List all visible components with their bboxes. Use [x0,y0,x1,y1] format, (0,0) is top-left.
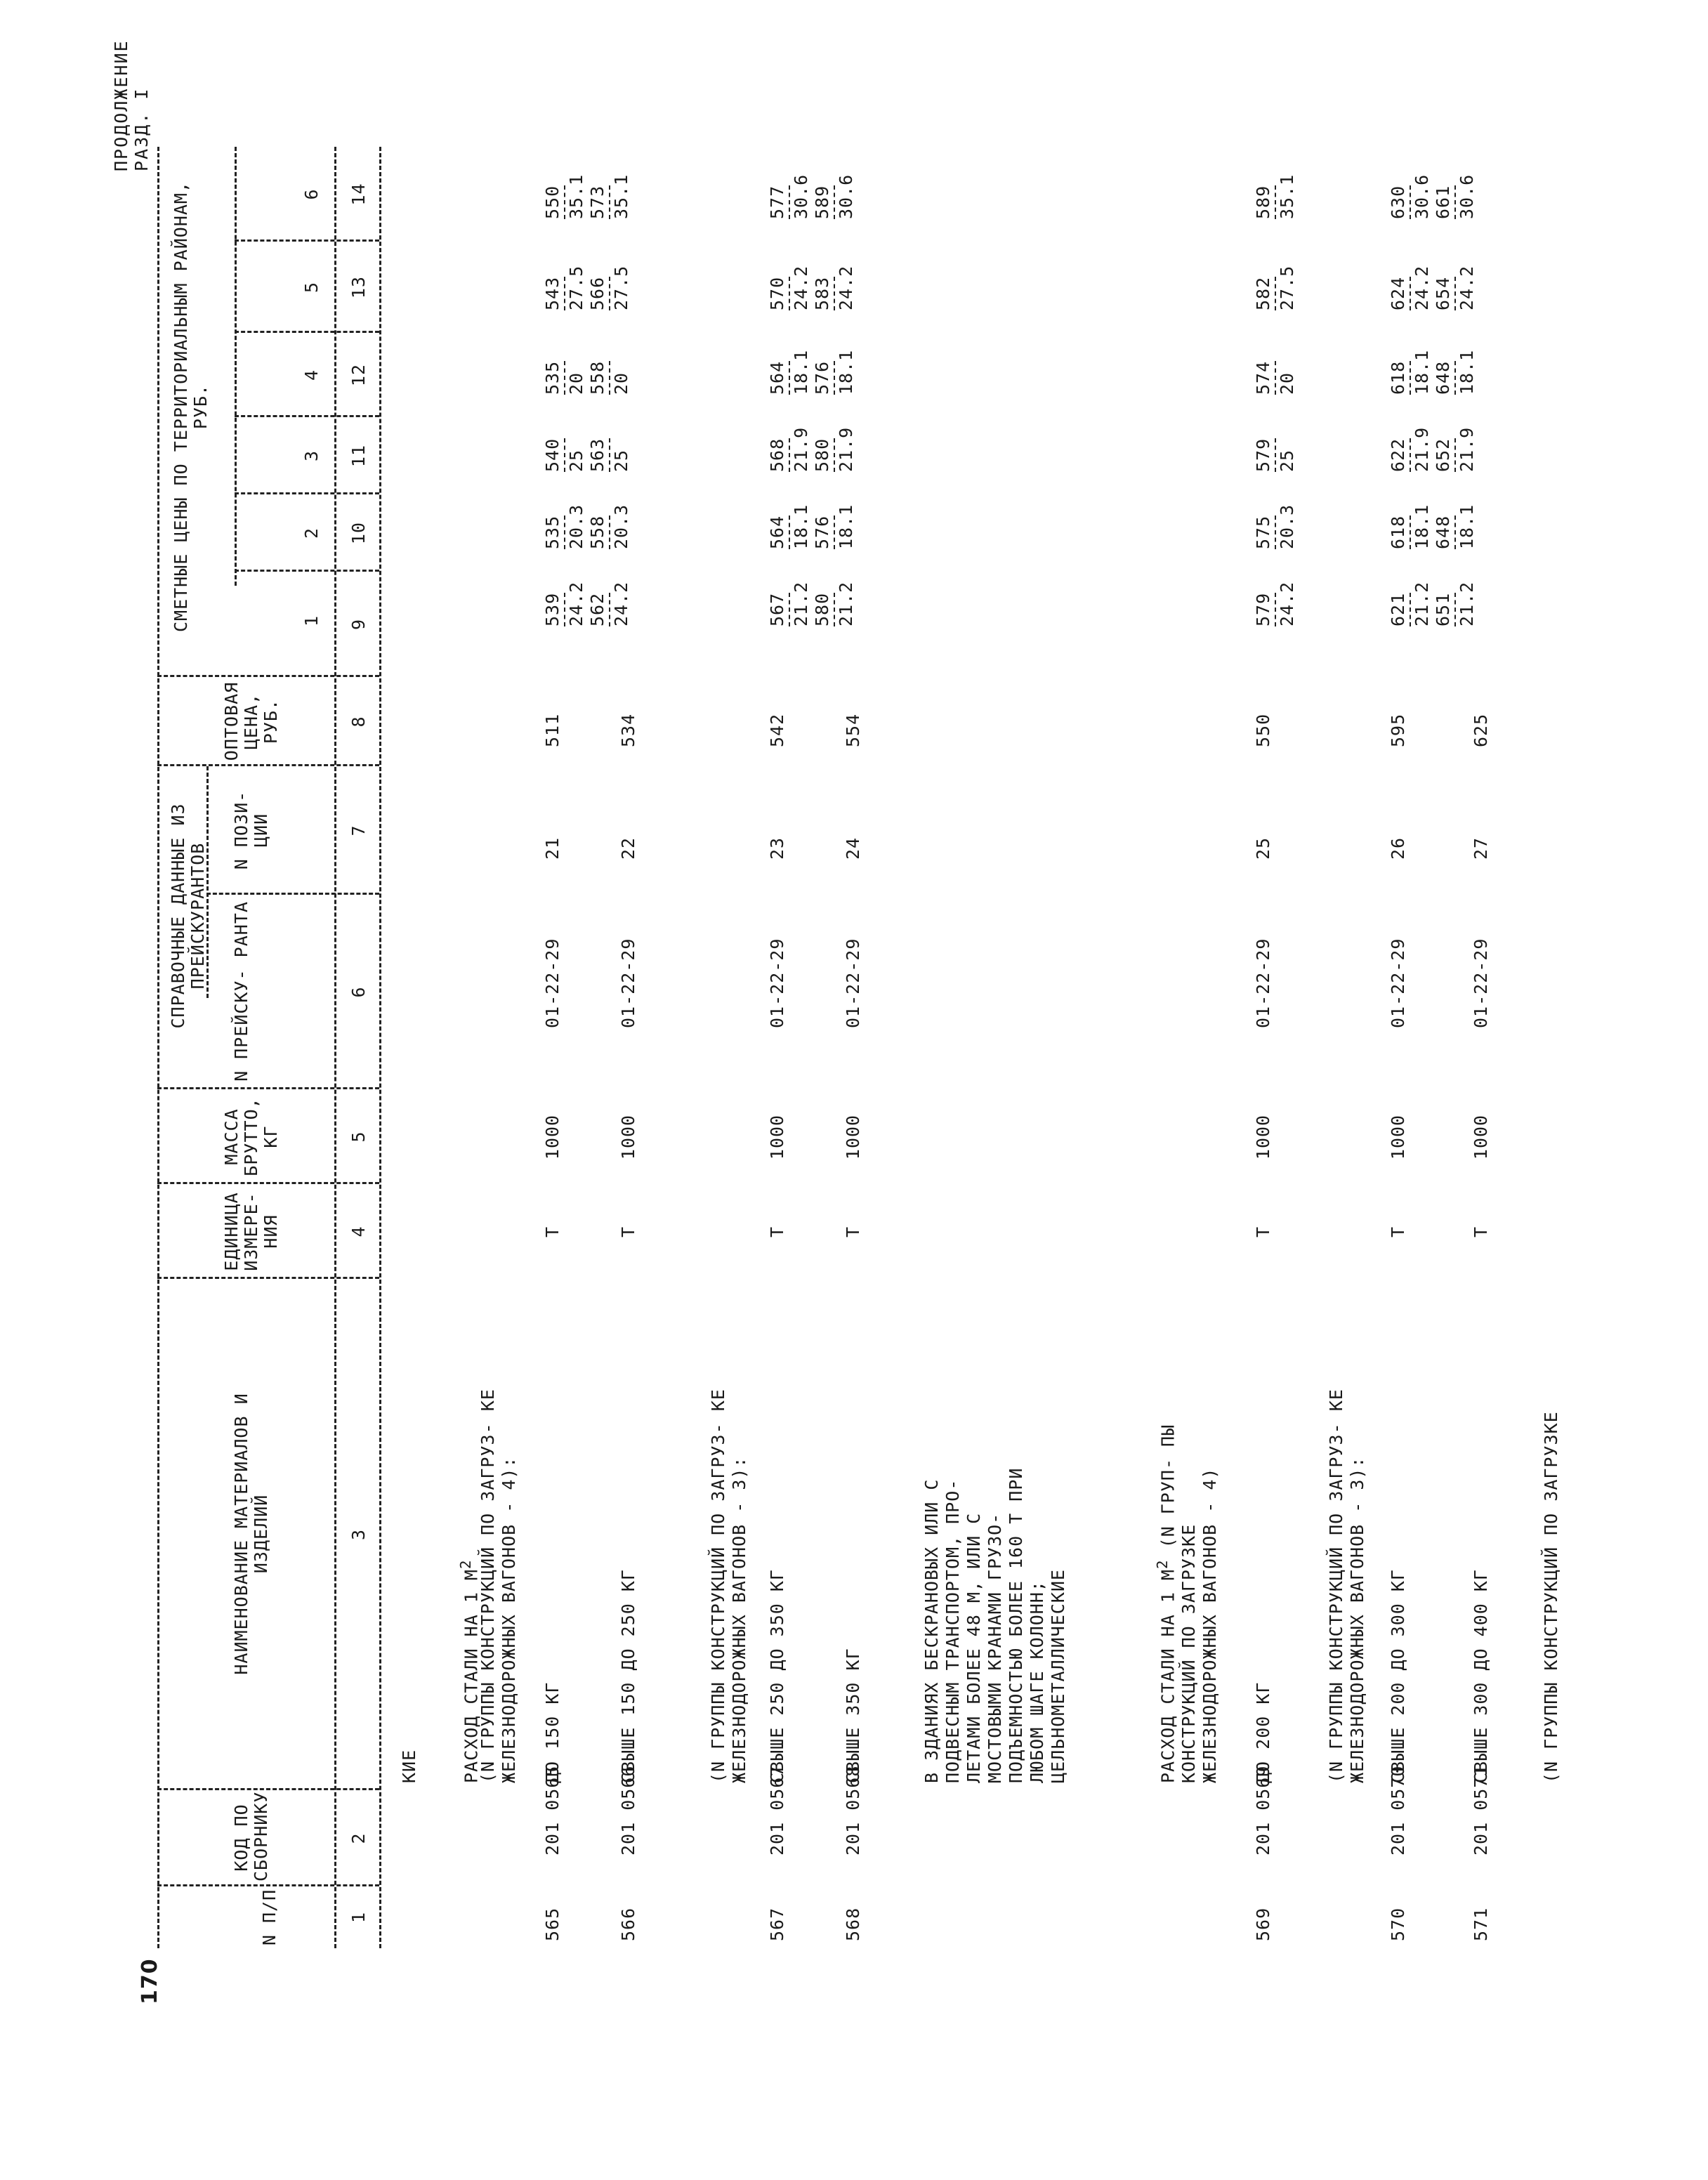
row-position: 24 [843,836,863,860]
row-mass: 1000 [1471,1114,1491,1160]
price-value: 661 [1433,185,1453,219]
price-value: 18.1 [1457,349,1477,395]
fraction-bar [609,361,610,395]
fraction-bar [564,185,565,219]
fraction-bar [789,277,790,310]
price-value: 21.2 [1412,581,1432,626]
price-value: 24.2 [566,581,586,626]
region-price-5 [1253,265,1298,310]
fraction-bar [1275,516,1276,549]
fraction-bar [564,516,565,549]
price-value: 18.1 [1412,349,1432,395]
price-value: 24.2 [836,265,856,310]
fraction-bar [1454,438,1456,472]
price-value: 24.2 [791,265,811,310]
price-value: 30.6 [836,173,856,219]
row-unit: Т [542,1226,563,1238]
continuation-title: ПРОДОЛЖЕНИЕ РАЗД. I [111,39,152,171]
price-value: 24.2 [1412,265,1432,310]
row-number: 569 [1253,1907,1273,1941]
header-kod: КОД ПО СБОРНИКУ [231,1791,271,1882]
row-pricelist: 01-22-29 [767,938,787,1028]
fraction-bar [1410,516,1411,549]
price-value: 558 [587,515,607,549]
row-code: 201 0570 [1388,1765,1408,1856]
price-value: 21.9 [836,426,856,472]
fraction-bar [1454,185,1456,219]
rashod-text: РАСХОД СТАЛИ НА 1 М [461,1569,482,1783]
price-value: 20 [566,372,586,395]
fraction-bar [834,593,835,626]
price-value: 583 [812,276,832,310]
price-value: 563 [587,438,607,472]
colnum-bottom-rule [379,147,381,1948]
fraction-bar [1410,277,1411,310]
section-note-group3-b: (N ГРУППЫ КОНСТРУКЦИЙ ПО ЗАГРУЗ- КЕ ЖЕЛЕЗНОДОРОЖНЫХ ВАГОНОВ - 3): [1326,1388,1367,1783]
fraction-bar [789,593,790,626]
column-number: 12 [348,363,369,387]
price-value: 21.2 [836,581,856,626]
price-value: 18.1 [791,349,811,395]
region-price-4 [1388,350,1478,395]
fraction-bar [834,277,835,310]
row-unit: Т [843,1226,863,1238]
price-value: 564 [767,360,787,395]
price-value: 21.2 [1457,581,1477,626]
header-regions-group: СМЕТНЫЕ ЦЕНЫ ПО ТЕРРИТОРИАЛЬНЫМ РАЙОНАМ, РУБ. [171,180,211,633]
price-value: 568 [767,438,787,472]
row-pricelist: 01-22-29 [843,938,863,1028]
row-unit: Т [1471,1226,1491,1238]
price-value: 564 [767,515,787,549]
row-wholesale: 550 [1253,713,1273,747]
price-value: 535 [542,360,563,395]
row-number: 565 [542,1907,563,1941]
row-code: 201 0571 [1471,1765,1491,1856]
row-position: 25 [1253,836,1273,860]
row-position: 23 [767,836,787,860]
superscript: 2 [457,1559,474,1570]
fraction-bar [1275,277,1276,310]
price-value: 25 [611,449,631,472]
price-value: 576 [812,360,832,395]
row-wholesale: 554 [843,713,863,747]
table-top-rule [157,147,159,1948]
price-value: 27.5 [566,265,586,310]
price-value: 582 [1253,276,1273,310]
row-name: СВЫШЕ 200 ДО 300 КГ [1388,1569,1408,1783]
price-value: 622 [1388,438,1408,472]
row-name: ДО 200 КГ [1253,1681,1273,1783]
fraction-bar [834,185,835,219]
row-wholesale: 542 [767,713,787,747]
price-value: 630 [1388,185,1408,219]
fraction-bar [609,277,610,310]
row-wholesale: 595 [1388,713,1408,747]
fraction-bar [1454,361,1456,395]
row-mass: 1000 [767,1114,787,1160]
header-ref-pos: N ПОЗИ- ЦИИ [231,790,271,870]
region-price-5 [542,265,632,310]
col-separator [157,1182,379,1184]
header-np: N П/П [259,1889,280,1946]
price-value: 543 [542,276,563,310]
row-mass: 1000 [542,1114,563,1160]
section-note-kie: КИЕ [399,1749,419,1783]
region-header: 3 [301,449,322,462]
row-code: 201 0568 [843,1765,863,1856]
fraction-bar [609,516,610,549]
price-value: 567 [767,592,787,626]
price-value: 18.1 [1412,504,1432,549]
fraction-bar [1410,361,1411,395]
fraction-bar [789,361,790,395]
region-price-1 [542,582,632,626]
region-price-3 [1253,438,1298,472]
rashod-text: РАСХОД СТАЛИ НА 1 М [1157,1569,1178,1783]
section-note-buildings: В ЗДАНИЯХ БЕСКРАНОВЫХ ИЛИ С ПОДВЕСНЫМ ТРАНСПОРТОМ, ПРО- ЛЕТАМИ БОЛЕЕ 48 М, ИЛИ С МОСТОВЫМИ КРАНАМИ ГРУЗО- ПОДЪЕМНОСТЬЮ БОЛЕЕ 160 Т ПРИ ЛЮБОМ ШАГЕ КОЛОНН; ЦЕЛЬНОМЕТАЛЛИЧЕСКИЕ [921,1467,1068,1783]
region-price-4 [767,350,857,395]
price-value: 20.3 [611,504,631,549]
price-value: 579 [1253,438,1273,472]
fraction-bar [609,438,610,472]
col-separator [157,675,379,677]
price-value: 580 [812,592,832,626]
region-price-2 [1253,504,1298,549]
region-price-5 [1388,265,1478,310]
row-name: СВЫШЕ 300 ДО 400 КГ [1471,1569,1491,1783]
price-value: 575 [1253,515,1273,549]
fraction-bar [1275,185,1276,219]
fraction-bar [609,593,610,626]
row-wholesale: 625 [1471,713,1491,747]
fraction-bar [1410,185,1411,219]
column-number: 6 [348,986,369,998]
col-separator [157,764,379,766]
column-number: 2 [348,1832,369,1844]
region-price-1 [1253,582,1298,626]
row-unit: Т [618,1226,638,1238]
header-sub-rule-regions [235,147,237,586]
header-mass: МАССА БРУТТО, КГ [221,1097,281,1176]
price-value: 589 [1253,185,1273,219]
superscript: 2 [1154,1559,1171,1570]
row-pricelist: 01-22-29 [1253,938,1273,1028]
price-value: 573 [587,185,607,219]
price-value: 30.6 [791,173,811,219]
price-value: 576 [812,515,832,549]
price-value: 20.3 [566,504,586,549]
row-number: 568 [843,1907,863,1941]
fraction-bar [1275,593,1276,626]
row-position: 27 [1471,836,1491,860]
row-pricelist: 01-22-29 [1471,938,1491,1028]
price-value: 579 [1253,592,1273,626]
price-value: 589 [812,185,832,219]
price-value: 30.6 [1412,173,1432,219]
column-number: 10 [348,521,369,545]
price-value: 570 [767,276,787,310]
column-number: 14 [348,183,369,206]
row-number: 571 [1471,1907,1491,1941]
region-price-4 [542,361,632,395]
region-price-6 [542,174,632,219]
price-value: 550 [542,185,563,219]
price-value: 24.2 [1277,581,1297,626]
row-name: СВЫШЕ 150 ДО 250 КГ [618,1569,638,1783]
price-value: 24.2 [1457,265,1477,310]
region-price-2 [767,504,857,549]
price-value: 24.2 [611,581,631,626]
row-pricelist: 01-22-29 [542,938,563,1028]
price-value: 540 [542,438,563,472]
price-value: 20 [611,372,631,395]
fraction-bar [564,593,565,626]
row-wholesale: 511 [542,713,563,747]
row-mass: 1000 [1253,1114,1273,1160]
price-value: 20.3 [1277,504,1297,549]
col-separator [157,1277,379,1279]
section-note-group3-a: (N ГРУППЫ КОНСТРУКЦИЙ ПО ЗАГРУЗ- КЕ ЖЕЛЕЗНОДОРОЖНЫХ ВАГОНОВ - 3): [708,1388,749,1783]
column-number: 11 [348,444,369,468]
price-value: 566 [587,276,607,310]
fraction-bar [1454,277,1456,310]
row-code: 201 0567 [767,1765,787,1856]
fraction-bar [834,516,835,549]
region-price-1 [767,582,857,626]
header-ref-group: СПРАВОЧНЫЕ ДАННЫЕ ИЗ ПРЕЙСКУРАНТОВ [168,803,208,1029]
fraction-bar [789,438,790,472]
price-value: 18.1 [1457,504,1477,549]
price-value: 618 [1388,515,1408,549]
row-number: 570 [1388,1907,1408,1941]
row-mass: 1000 [843,1114,863,1160]
region-header: 6 [301,188,322,200]
row-name: СВЫШЕ 250 ДО 350 КГ [767,1569,787,1783]
region-price-2 [1388,504,1478,549]
column-number: 1 [348,1911,369,1924]
col-separator [157,1788,379,1790]
price-value: 25 [566,449,586,472]
price-value: 27.5 [1277,265,1297,310]
fraction-bar [564,277,565,310]
fraction-bar [564,438,565,472]
region-price-5 [767,265,857,310]
fraction-bar [1454,593,1456,626]
row-name: СВЫШЕ 350 КГ [843,1648,863,1783]
fraction-bar [1410,593,1411,626]
price-value: 562 [587,592,607,626]
column-number: 4 [348,1226,369,1237]
col-separator [157,1087,379,1089]
header-name: НАИМЕНОВАНИЕ МАТЕРИАЛОВ И ИЗДЕЛИЙ [231,1393,271,1675]
row-position: 21 [542,836,563,860]
price-value: 535 [542,515,563,549]
price-value: 35.1 [566,173,586,219]
price-value: 648 [1433,360,1453,395]
region-price-6 [1253,174,1298,219]
price-value: 558 [587,360,607,395]
column-number: 3 [348,1528,369,1541]
region-header: 2 [301,527,322,539]
region-price-2 [542,504,632,549]
price-value: 25 [1277,449,1297,472]
row-name: ДО 150 КГ [542,1681,563,1783]
row-wholesale: 534 [618,713,638,747]
price-value: 21.9 [791,426,811,472]
header-unit: ЕДИНИЦА ИЗМЕРЕ- НИЯ [221,1192,281,1271]
region-price-1 [1388,582,1478,626]
fraction-bar [834,361,835,395]
region-price-3 [1388,427,1478,472]
column-number: 7 [348,825,369,836]
row-unit: Т [1388,1226,1408,1238]
price-value: 621 [1388,592,1408,626]
price-value: 18.1 [836,349,856,395]
price-value: 35.1 [1277,173,1297,219]
fraction-bar [1410,438,1411,472]
price-value: 21.9 [1412,426,1432,472]
section-note-rashod-2 [1152,1390,1221,1783]
column-number: 9 [348,618,369,631]
fraction-bar [564,361,565,395]
price-value: 30.6 [1457,173,1477,219]
fraction-bar [1454,516,1456,549]
price-value: 580 [812,438,832,472]
price-value: 652 [1433,438,1453,472]
region-price-3 [767,427,857,472]
price-value: 624 [1388,276,1408,310]
fraction-bar [789,516,790,549]
fraction-bar [834,438,835,472]
row-mass: 1000 [618,1114,638,1160]
row-mass: 1000 [1388,1114,1408,1160]
rashod-text-b: (N ГРУП- ПЫ КОНСТРУКЦИЙ ПО ЗАГРУЗКЕ ЖЕЛЕЗНОДОРОЖНЫХ ВАГОНОВ - 4) [1157,1424,1221,1783]
price-value: 27.5 [611,265,631,310]
section-note-group4-a: (N ГРУППЫ КОНСТРУКЦИЙ ПО ЗАГРУЗ- КЕ ЖЕЛЕЗНОДОРОЖНЫХ ВАГОНОВ - 4): [478,1388,519,1783]
row-unit: Т [1253,1226,1273,1238]
row-pricelist: 01-22-29 [618,938,638,1028]
price-value: 539 [542,592,563,626]
fraction-bar [1275,438,1276,472]
section-note-last: (N ГРУППЫ КОНСТРУКЦИЙ ПО ЗАГРУЗКЕ [1541,1411,1561,1783]
region-header: 4 [301,369,322,381]
row-number: 566 [618,1907,638,1941]
region-price-6 [1388,174,1478,219]
price-value: 574 [1253,360,1273,395]
price-value: 651 [1433,592,1453,626]
row-code: 201 0569 [1253,1765,1273,1856]
row-position: 22 [618,836,638,860]
price-value: 18.1 [836,504,856,549]
price-value: 648 [1433,515,1453,549]
column-number: 13 [348,275,369,299]
region-price-4 [1253,361,1298,395]
price-value: 20 [1277,372,1297,395]
fraction-bar [789,185,790,219]
price-value: 577 [767,185,787,219]
price-value: 35.1 [611,173,631,219]
price-value: 618 [1388,360,1408,395]
header-ref-price: N ПРЕЙСКУ- РАНТА [231,901,251,1082]
page-number: 170 [138,1958,162,2004]
price-value: 18.1 [791,504,811,549]
column-number: 8 [348,716,369,728]
row-pricelist: 01-22-29 [1388,938,1408,1028]
region-header: 1 [301,615,322,627]
price-value: 654 [1433,276,1453,310]
price-value: 21.9 [1457,426,1477,472]
fraction-bar [609,185,610,219]
row-position: 26 [1388,836,1408,860]
region-price-3 [542,438,632,472]
price-value: 21.2 [791,581,811,626]
fraction-bar [1275,361,1276,395]
region-header: 5 [301,281,322,294]
row-number: 567 [767,1907,787,1941]
row-code: 201 0566 [618,1765,638,1856]
row-unit: Т [767,1226,787,1238]
column-number: 5 [348,1131,369,1143]
row-code: 201 0565 [542,1765,563,1856]
region-price-6 [767,174,857,219]
header-wholesale: ОПТОВАЯ ЦЕНА, РУБ. [221,681,281,761]
